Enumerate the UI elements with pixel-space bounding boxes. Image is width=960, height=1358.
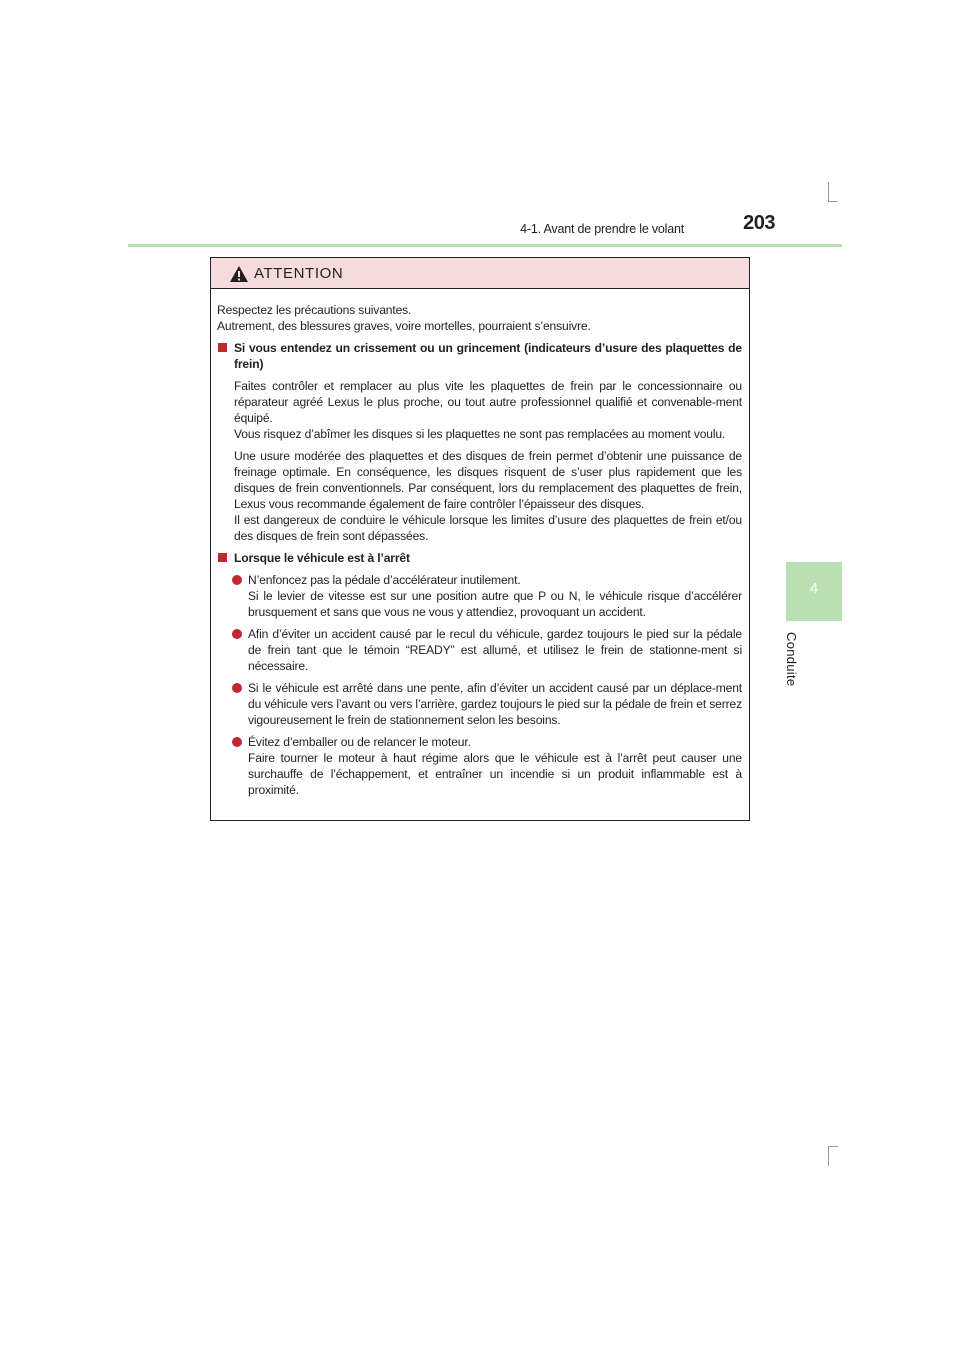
- bullet-icon: [232, 683, 242, 693]
- paragraph: Faites contrôler et remplacer au plus vite les plaquettes de frein par le concessionnaire ou réparateur agréé Lexus le plus proche, ou tout autre professionnel qualifié et convenable-ment équipé.: [234, 379, 742, 425]
- section-marker-icon: [218, 553, 227, 562]
- paragraph: Une usure modérée des plaquettes et des disques de frein permet d’obtenir une puissance de freinage optimale. En conséquence, les disques risquent de s’user plus rapidement que les disques de frein conventionnels. Par conséquent, lors du remplacement des plaquettes de frein, Lexus vous recommande également de faire contrôler l’épaisseur des disques.: [234, 449, 742, 511]
- list-item: [217, 734, 742, 798]
- crop-mark-bottom-tick: [828, 1146, 838, 1147]
- header-rule: [128, 244, 842, 247]
- section-brake-wear: [217, 340, 742, 544]
- intro-line-1: Respectez les précautions suivantes.: [217, 303, 412, 317]
- attention-title: ATTENTION: [254, 265, 344, 282]
- section-vehicle-stopped: [217, 550, 742, 566]
- section-heading: 4-1. Avant de prendre le volant: [520, 222, 684, 236]
- paragraph: Il est dangereux de conduire le véhicule lorsque les limites d’usure des plaquettes de frein et/ou des disques de frein sont dépassées.: [234, 513, 742, 543]
- crop-mark-bottom: [828, 1146, 829, 1166]
- bullet-text: Faire tourner le moteur à haut régime alors que le véhicule est à l’arrêt peut causer une surchauffe de l’échappement, et entraîner un incendie si un produit inflammable est à proximité.: [248, 751, 742, 797]
- bullet-text: N’enfoncez pas la pédale d’accélérateur inutilement.: [248, 573, 521, 587]
- attention-box: [210, 257, 750, 821]
- list-item: [217, 626, 742, 674]
- bullet-icon: [232, 575, 242, 585]
- intro-line-2: Autrement, des blessures graves, voire mortelles, pourraient s’ensuivre.: [217, 319, 591, 333]
- crop-mark-top: [828, 182, 829, 202]
- attention-body: [211, 289, 749, 798]
- bullet-text: Si le véhicule est arrêté dans une pente, afin d’éviter un accident causé par un déplace-ment du véhicule vers l’avant ou vers l’arrière, gardez toujours le pied sur la pédale de frein et serrez vigoureusement le frein de stationnement selon les besoins.: [248, 681, 742, 727]
- bullet-icon: [232, 629, 242, 639]
- bullet-text: Si le levier de vitesse est sur une position autre que P ou N, le véhicule risque d’accélérer brusquement et sans que vous ne vous y attendiez, provoquant un accident.: [248, 589, 742, 619]
- section-marker-icon: [218, 343, 227, 352]
- section-title: Lorsque le véhicule est à l’arrêt: [234, 551, 410, 565]
- warning-triangle-icon: [229, 265, 249, 283]
- page-number: 203: [743, 212, 775, 234]
- chapter-tab-number: 4: [809, 580, 819, 597]
- chapter-label: [784, 632, 804, 692]
- list-item: [217, 572, 742, 620]
- bullet-text: Évitez d’emballer ou de relancer le moteur.: [248, 735, 471, 749]
- bullet-text: Afin d’éviter un accident causé par le recul du véhicule, gardez toujours le pied sur la pédale de frein tant que le témoin “READY” est allumé, et utilisez le frein de stationne-ment si nécessaire.: [248, 627, 742, 673]
- paragraph: Vous risquez d’abîmer les disques si les plaquettes ne sont pas remplacées au moment voulu.: [234, 427, 726, 441]
- section-title: Si vous entendez un crissement ou un grincement (indicateurs d’usure des plaquettes de frein): [234, 341, 742, 371]
- attention-header: [211, 258, 749, 289]
- list-item: [217, 680, 742, 728]
- chapter-tab[interactable]: [786, 562, 842, 621]
- crop-mark-top-tick: [828, 201, 838, 202]
- bullet-icon: [232, 737, 242, 747]
- chapter-label-text: Conduite: [784, 632, 799, 687]
